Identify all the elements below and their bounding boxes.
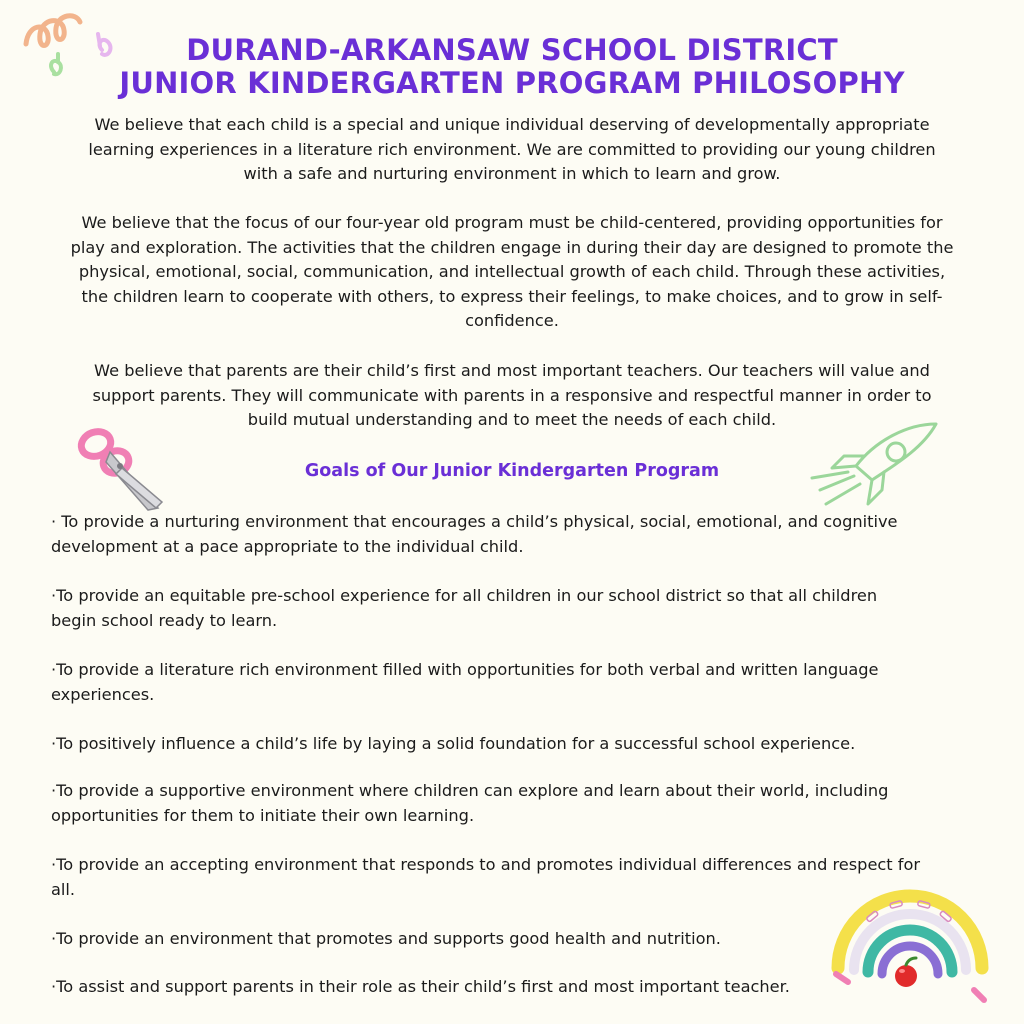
text-line: begin school ready to learn. — [51, 610, 278, 630]
title-line-2: JUNIOR KINDERGARTEN PROGRAM PHILOSOPHY — [119, 66, 905, 100]
goal-item — [51, 510, 981, 559]
text-line: learning experiences in a literature rich environment. We are committed to providing our young children — [88, 139, 936, 159]
text-line: support parents. They will communicate with parents in a responsive and respectful manner in order to — [92, 385, 932, 405]
goal-item — [51, 779, 981, 828]
text-line: ·To provide a literature rich environment filled with opportunities for both verbal and written language — [51, 660, 879, 679]
text-line: We believe that each child is a special and unique individual deserving of developmentally appropriate — [94, 115, 930, 134]
text-line: development at a pace appropriate to the individual child. — [51, 536, 524, 556]
text-line: ·To assist and support parents in their role as their child’s first and most important teacher. — [51, 977, 790, 996]
rainbow-icon — [826, 878, 992, 1008]
text-line: ·To positively influence a child’s life by laying a solid foundation for a successful school experience. — [51, 734, 856, 753]
title-line-1: DURAND-ARKANSAW SCHOOL DISTRICT — [186, 33, 838, 67]
text-line: confidence. — [465, 311, 559, 330]
text-line: We believe that the focus of our four-year old program must be child-centered, providing opportunities for — [81, 213, 943, 232]
text-line: opportunities for them to initiate their own learning. — [51, 805, 475, 825]
text-line: the children learn to cooperate with others, to express their feelings, to make choices, and to grow in self- — [81, 286, 943, 306]
philosophy-paragraph-2 — [50, 211, 974, 334]
text-line: play and exploration. The activities that the children engage in during their day are designed to promote the — [70, 237, 954, 257]
philosophy-paragraph-1 — [50, 113, 974, 187]
text-line: with a safe and nurturing environment in which to learn and grow. — [243, 164, 781, 183]
goal-item — [51, 584, 981, 633]
goal-item — [51, 658, 981, 707]
text-line: ·To provide an accepting environment that responds to and promotes individual differences and respect for — [51, 855, 921, 874]
text-line: ·To provide an environment that promotes and supports good health and nutrition. — [51, 929, 721, 948]
text-line: ·To provide an equitable pre-school experience for all children in our school district so that all children — [51, 586, 878, 605]
text-line: physical, emotional, social, communication, and intellectual growth of each child. Through these activities, — [78, 262, 946, 281]
text-line: experiences. — [51, 684, 155, 704]
text-line: build mutual understanding and to meet the needs of each child. — [247, 410, 777, 429]
text-line: ·To provide a supportive environment where children can explore and learn about their world, including — [51, 781, 889, 800]
text-line: all. — [51, 879, 76, 899]
goals-heading: Goals of Our Junior Kindergarten Program — [304, 461, 720, 481]
text-line: We believe that parents are their child’s first and most important teachers. Our teachers will value and — [94, 361, 930, 380]
goal-item — [51, 732, 981, 757]
page-title — [0, 34, 1024, 100]
text-line: · To provide a nurturing environment that encourages a child’s physical, social, emotional, and cognitive — [51, 512, 898, 531]
